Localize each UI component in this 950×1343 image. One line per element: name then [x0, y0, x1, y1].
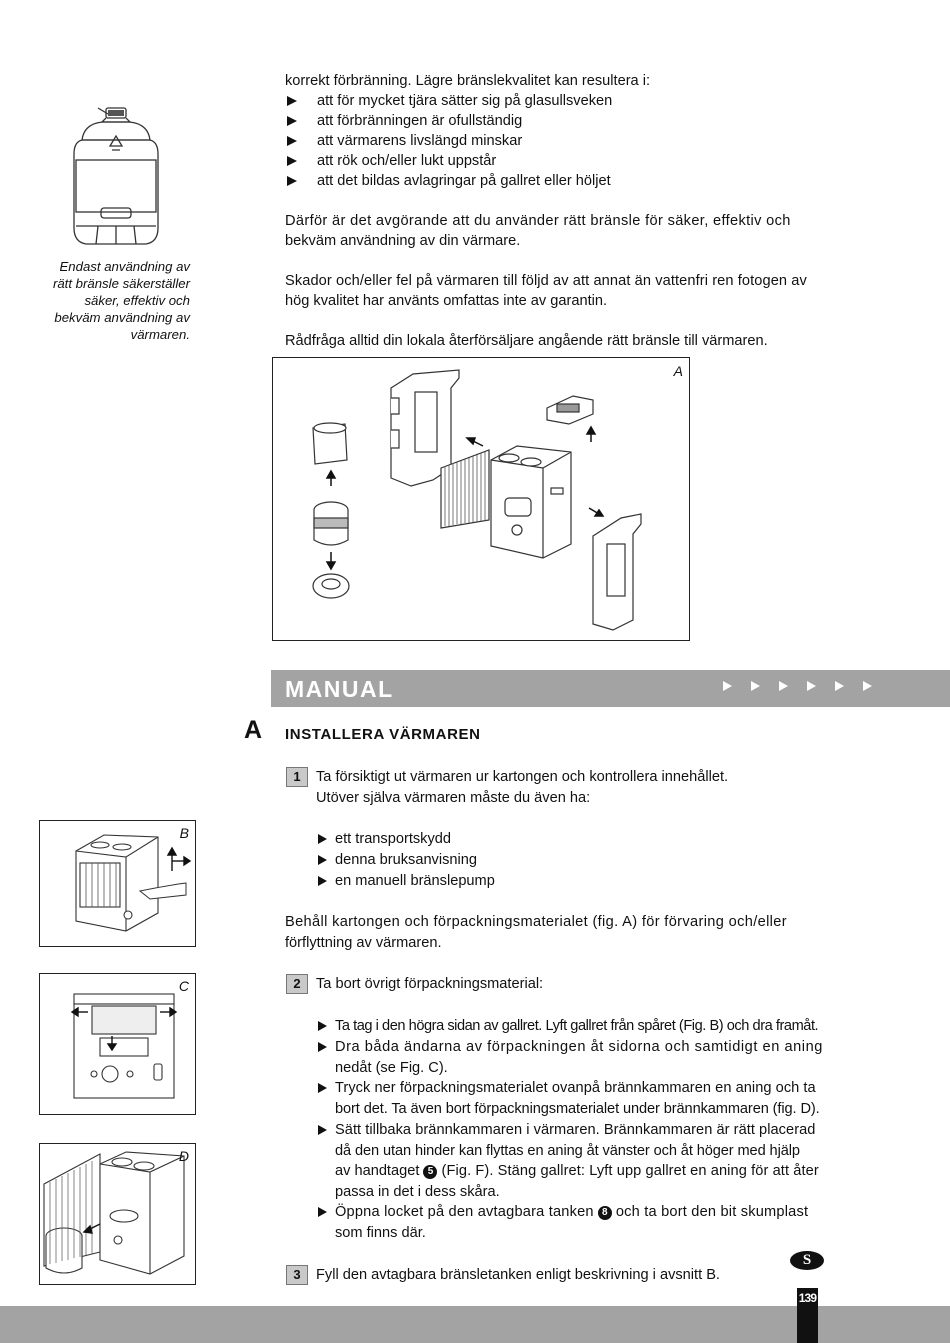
triangle-bullet-icon [318, 834, 327, 844]
triangle-bullet-icon [287, 156, 297, 166]
triangle-bullet-icon [318, 876, 327, 886]
grille-removal-diagram [40, 821, 195, 946]
reference-number-badge: 8 [598, 1206, 612, 1220]
section-title: INSTALLERA VÄRMAREN [285, 726, 481, 743]
step3-text: Fyll den avtagbara bränsletanken enligt beskrivning i avsnitt B. [316, 1267, 720, 1283]
sidebar-caption: Endast användning av rätt bränsle säkerställer säker, effektiv och bekväm användning av värmaren. [52, 259, 190, 342]
figure-d [39, 1143, 196, 1285]
banner-title: MANUAL [285, 676, 394, 702]
triangle-bullet-icon [318, 1083, 327, 1093]
list-item: denna bruksanvisning [318, 850, 818, 871]
list-item: en manuell bränslepump [318, 871, 818, 892]
packaging-removal-diagram [40, 974, 195, 1114]
paragraph: Därför är det avgörande att du använder rätt bränsle för säker, effektiv och [285, 213, 791, 229]
step-number: 1 [286, 767, 308, 787]
section-letter: A [244, 716, 263, 744]
paragraph: Behåll kartongen och förpackningsmaterialet (fig. A) för förvaring och/eller [285, 914, 787, 930]
triangle-bullet-icon [318, 855, 327, 865]
fuel-can-illustration [68, 104, 164, 248]
page-number: 139 [798, 1291, 817, 1305]
triangle-bullet-icon [287, 136, 297, 146]
arrow-right-icon [779, 681, 788, 691]
paragraph: bekväm användning av din värmare. [285, 233, 521, 249]
list-item: att det bildas avlagringar på gallret eller höljet [287, 171, 847, 192]
triangle-bullet-icon [318, 1021, 327, 1031]
list-item-cont: då den utan hinder kan flyttas en aning åt vänster och åt höger med hjälp [335, 1143, 800, 1159]
paragraph: Skador och/eller fel på värmaren till följd av att annat än vattenfri ren fotogen av [285, 273, 807, 289]
step1-text: Ta försiktigt ut värmaren ur kartongen och kontrollera innehållet. [316, 769, 729, 785]
figure-a [272, 357, 690, 641]
reference-number-badge: 5 [423, 1165, 437, 1179]
figure-c [39, 973, 196, 1115]
exploded-heater-diagram [273, 358, 689, 640]
triangle-bullet-icon [287, 116, 297, 126]
triangle-bullet-icon [287, 176, 297, 186]
list-item-cont: nedåt (se Fig. C). [335, 1060, 448, 1076]
page-number-tab [797, 1288, 818, 1343]
arrow-right-icon [807, 681, 816, 691]
banner-arrows [723, 681, 883, 695]
language-badge: S [790, 1251, 824, 1270]
arrow-right-icon [723, 681, 732, 691]
paragraph: hög kvalitet har använts omfattas inte av garantin. [285, 293, 608, 309]
arrow-right-icon [863, 681, 872, 691]
paragraph: förflyttning av värmaren. [285, 935, 442, 951]
list-item-cont: passa in det i dess skåra. [335, 1184, 500, 1200]
burner-removal-diagram [40, 1144, 195, 1284]
list-item: Tryck ner förpackningsmaterialet ovanpå brännkammaren en aning och ta [318, 1078, 878, 1099]
list-item: Dra båda ändarna av förpackningen åt sidorna och samtidigt en aning [318, 1037, 878, 1058]
list-item: att för mycket tjära sätter sig på glasullsveken [287, 91, 847, 112]
triangle-bullet-icon [287, 96, 297, 106]
manual-banner [271, 670, 950, 707]
list-item-cont: bort det. Ta även bort förpackningsmaterialet under brännkammaren (fig. D). [335, 1101, 820, 1117]
list-item-cont: som finns där. [335, 1225, 426, 1241]
figure-label: D [178, 1148, 189, 1164]
figure-label: C [178, 978, 189, 994]
step2-title: Ta bort övrigt förpackningsmaterial: [316, 976, 544, 992]
figure-label: A [673, 363, 683, 379]
list-item: Öppna locket på den avtagbara tanken 8 och ta bort den bit skumplast [318, 1202, 878, 1223]
list-item: att förbränningen är ofullständig [287, 111, 847, 132]
triangle-bullet-icon [318, 1125, 327, 1135]
list-item-cont: av handtaget 5 (Fig. F). Stäng gallret: Lyft upp gallret en aning för att åter [335, 1163, 819, 1179]
step1-text: Utöver själva värmaren måste du även ha: [316, 790, 591, 806]
step-number: 3 [286, 1265, 308, 1285]
intro-text: korrekt förbränning. Lägre bränslekvalitet kan resultera i: [285, 73, 651, 89]
figure-b [39, 820, 196, 947]
triangle-bullet-icon [318, 1042, 327, 1052]
list-item: Sätt tillbaka brännkammaren i värmaren. Brännkammaren är rätt placerad [318, 1120, 878, 1141]
arrow-right-icon [751, 681, 760, 691]
list-item: att värmarens livslängd minskar [287, 131, 847, 152]
arrow-right-icon [835, 681, 844, 691]
paragraph: Rådfråga alltid din lokala återförsäljare angående rätt bränsle till värmaren. [285, 333, 768, 349]
step-number: 2 [286, 974, 308, 994]
triangle-bullet-icon [318, 1207, 327, 1217]
list-item: Ta tag i den högra sidan av gallret. Lyft gallret från spåret (Fig. B) och dra framåt. [318, 1016, 878, 1037]
figure-label: B [179, 825, 189, 841]
list-item: ett transportskydd [318, 829, 818, 850]
list-item: att rök och/eller lukt uppstår [287, 151, 847, 172]
